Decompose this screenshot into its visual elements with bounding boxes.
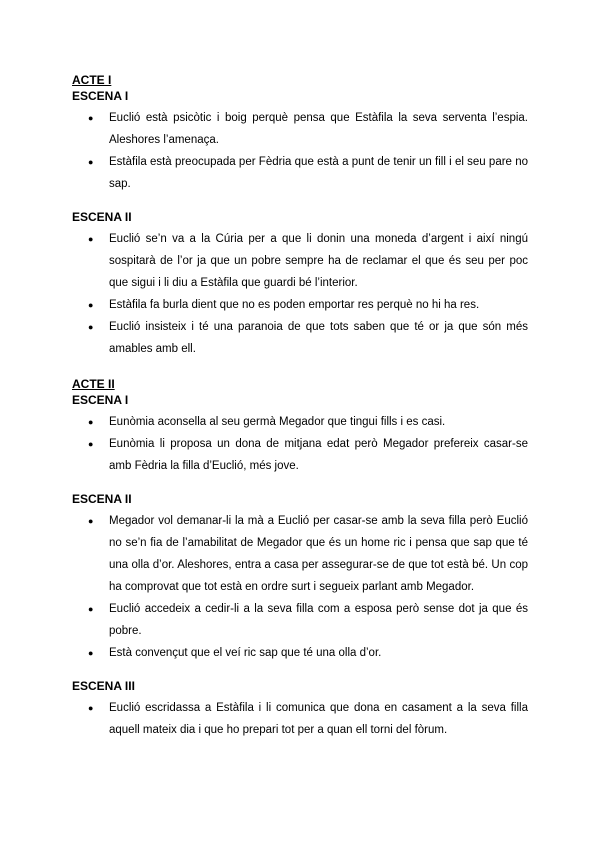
act-title: ACTE II <box>72 377 115 391</box>
bullet-icon: ● <box>88 439 94 449</box>
list-item-text: Eunòmia aconsella al seu germà Megador que tingui fills i es casi. <box>109 416 446 428</box>
bullet-list <box>72 228 528 360</box>
list-item-text: Euclió se’n va a la Cúria per a que li donin una moneda d’argent i així ningú sospitarà de l’or ja que un pobre sempre ha de reclamar el que és seu per poc que sigui i li diu a Estàfila que guardi bé l’interior. <box>109 233 528 289</box>
bullet-icon: ● <box>88 113 94 123</box>
bullet-list <box>72 510 528 664</box>
list-item-text: Està convençut que el veí ric sap que té una olla d’or. <box>109 647 382 659</box>
bullet-icon: ● <box>88 322 94 332</box>
list-item <box>72 294 528 316</box>
bullet-icon: ● <box>88 157 94 167</box>
list-item <box>72 228 528 294</box>
list-item-text: Euclió escridassa a Estàfila i li comunica que dona en casament a la seva filla aquell mateix dia i que ho prepari tot per a quan ell torni del fòrum. <box>109 702 528 736</box>
bullet-list <box>72 107 528 195</box>
scene-title: ESCENA I <box>72 89 129 103</box>
list-item-text: Eunòmia li proposa un dona de mitjana edat però Megador prefereix casar-se amb Fèdria la filla d’Euclió, més jove. <box>109 438 528 472</box>
list-item <box>72 642 528 664</box>
list-item <box>72 433 528 477</box>
scene-title: ESCENA I <box>72 393 129 407</box>
bullet-list <box>72 697 528 741</box>
list-item-text: Megador vol demanar-li la mà a Euclió per casar-se amb la seva filla però Euclió no se’n fia de l’amabilitat de Megador que és un home ric i pensa que sap que té una olla d’or. Aleshores, entra a casa per assegurar-se de que tot està bé. Un cop ha comprovat que tot està en ordre surt i segueix parlant amb Megador. <box>109 515 528 593</box>
list-item <box>72 697 528 741</box>
list-item <box>72 411 528 433</box>
bullet-icon: ● <box>88 234 94 244</box>
scene-title: ESCENA II <box>72 492 132 506</box>
list-item <box>72 316 528 360</box>
document-page <box>72 72 528 741</box>
list-item-text: Euclió insisteix i té una paranoia de que tots saben que té or ja que són més amables amb ell. <box>109 321 528 355</box>
list-item <box>72 151 528 195</box>
scene-title: ESCENA II <box>72 210 132 224</box>
bullet-list <box>72 411 528 477</box>
bullet-icon: ● <box>88 703 94 713</box>
act-title: ACTE I <box>72 73 112 87</box>
bullet-icon: ● <box>88 604 94 614</box>
list-item-text: Euclió accedeix a cedir-li a la seva filla com a esposa però sense dot ja que és pobre. <box>109 603 528 637</box>
list-item <box>72 107 528 151</box>
bullet-icon: ● <box>88 417 94 427</box>
bullet-icon: ● <box>88 516 94 526</box>
bullet-icon: ● <box>88 300 94 310</box>
scene-title: ESCENA III <box>72 679 135 693</box>
list-item-text: Euclió està psicòtic i boig perquè pensa que Estàfila la seva serventa l’espia. Aleshores l’amenaça. <box>109 112 528 146</box>
list-item-text: Estàfila fa burla dient que no es poden emportar res perquè no hi ha res. <box>109 299 480 311</box>
list-item <box>72 598 528 642</box>
bullet-icon: ● <box>88 648 94 658</box>
list-item <box>72 510 528 598</box>
list-item-text: Estàfila està preocupada per Fèdria que està a punt de tenir un fill i el seu pare no sap. <box>109 156 528 190</box>
